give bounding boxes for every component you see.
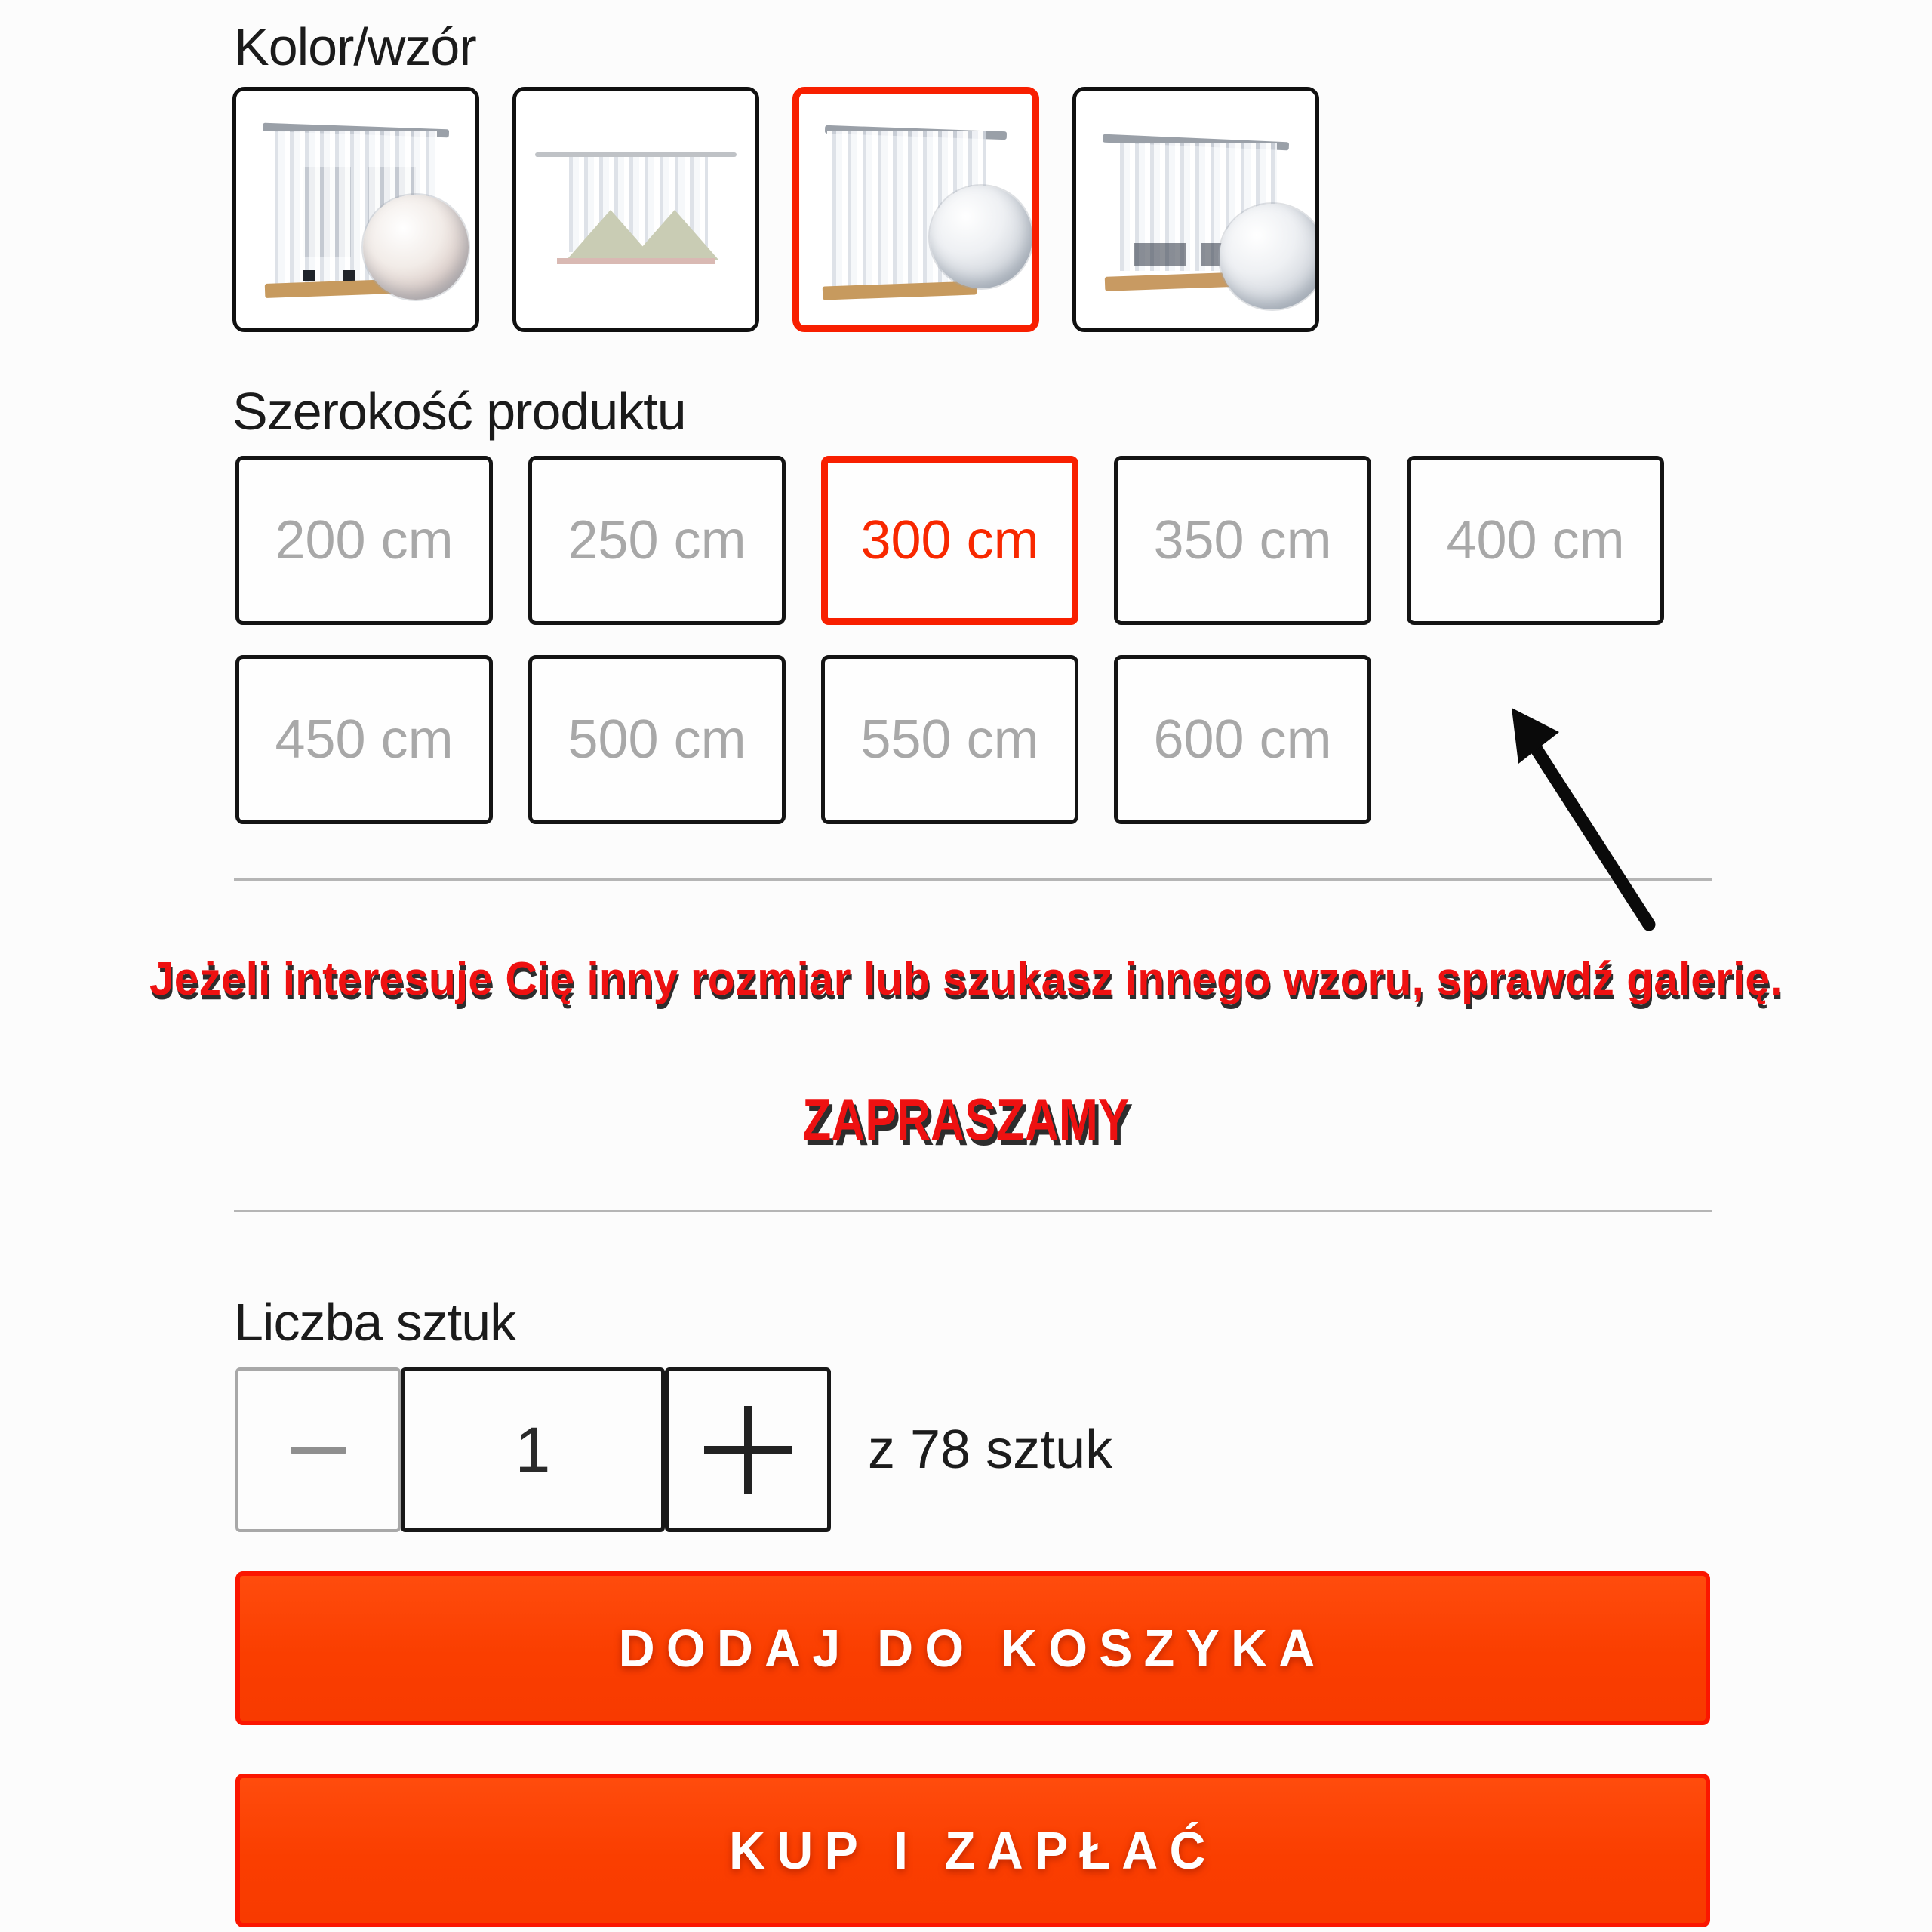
divider xyxy=(234,1210,1712,1212)
color-option-1[interactable] xyxy=(232,87,479,332)
width-option-350cm[interactable]: 350 cm xyxy=(1114,456,1371,625)
valance-triangle xyxy=(631,210,718,260)
window-sill xyxy=(557,258,715,264)
buy-and-pay-label: KUP I ZAPŁAĆ xyxy=(728,1821,1217,1880)
width-option-600cm[interactable]: 600 cm xyxy=(1114,655,1371,824)
color-pattern-label: Kolor/wzór xyxy=(234,17,476,76)
add-to-cart-label: DODAJ DO KOSZYKA xyxy=(619,1619,1327,1678)
promo-text-line2: ZAPRASZAMY xyxy=(802,1086,1130,1152)
color-option-2[interactable] xyxy=(512,87,759,332)
magnifier-icon xyxy=(363,195,468,300)
width-option-550cm[interactable]: 550 cm xyxy=(821,655,1078,824)
quantity-decrease-button[interactable] xyxy=(235,1367,401,1532)
quantity-increase-button[interactable] xyxy=(665,1367,831,1532)
width-option-500cm[interactable]: 500 cm xyxy=(528,655,786,824)
buy-and-pay-button[interactable] xyxy=(235,1774,1710,1927)
add-to-cart-button[interactable] xyxy=(235,1571,1710,1725)
magnifier-icon xyxy=(930,186,1032,288)
width-label: Szerokość produktu xyxy=(232,382,686,441)
plus-icon xyxy=(704,1406,792,1494)
color-option-3-selected[interactable] xyxy=(792,87,1039,332)
quantity-label: Liczba sztuk xyxy=(234,1293,516,1352)
width-option-450cm[interactable]: 450 cm xyxy=(235,655,493,824)
quantity-value-field[interactable]: 1 xyxy=(401,1367,665,1532)
width-option-300cm-selected[interactable]: 300 cm xyxy=(821,456,1078,625)
stock-note: z 78 sztuk xyxy=(868,1420,1113,1480)
promo-text-line1: Jeżeli interesuje Cię inny rozmiar lub szukasz innego wzoru, sprawdź galerię. xyxy=(149,953,1783,1005)
width-option-400cm[interactable]: 400 cm xyxy=(1407,456,1664,625)
arrow-annotation-icon xyxy=(1479,687,1675,943)
window-pane xyxy=(1134,243,1186,267)
minus-icon xyxy=(291,1447,346,1454)
promo-text xyxy=(0,952,1932,1006)
color-option-4[interactable] xyxy=(1072,87,1319,332)
width-option-250cm[interactable]: 250 cm xyxy=(528,456,786,625)
magnifier-icon xyxy=(1220,204,1319,309)
width-option-200cm[interactable]: 200 cm xyxy=(235,456,493,625)
promo-text-2 xyxy=(0,1085,1932,1154)
